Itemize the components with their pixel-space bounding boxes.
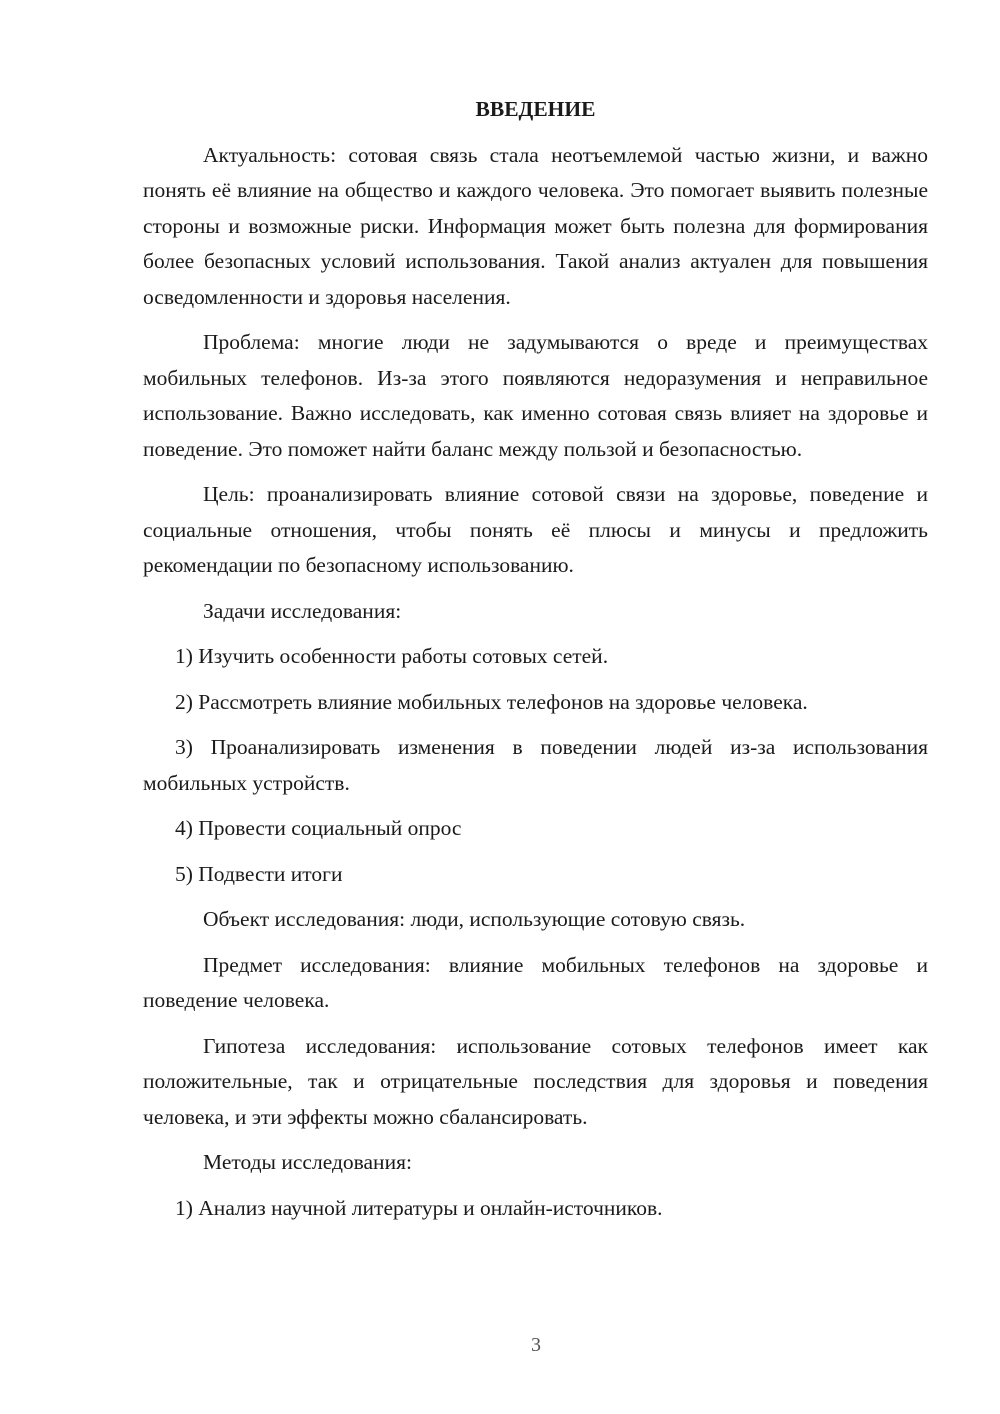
task-item-5: 5) Подвести итоги — [175, 861, 343, 886]
section-title: ВВЕДЕНИЕ — [475, 97, 596, 121]
tasks-heading: Задачи исследования: — [203, 598, 402, 623]
page-number: 3 — [531, 1334, 541, 1356]
goal-paragraph: Цель: проанализировать влияние сотовой связи на здоровье, поведение и социальные отношения, чтобы понять её плюсы и минусы и предложить рекомендации по безопасному использованию. — [143, 482, 928, 577]
relevance-paragraph: Актуальность: сотовая связь стала неотъемлемой частью жизни, и важно понять её влияние на общество и каждого человека. Это помогает выявить полезные стороны и возможные риски. Информация может быть полезна для формирования более безопасных условий использования. Такой анализ актуален для повышения осведомленности и здоровья населения. — [143, 142, 928, 309]
task-item-1: 1) Изучить особенности работы сотовых сетей. — [175, 644, 609, 668]
task-item-2: 2) Рассмотреть влияние мобильных телефонов на здоровье человека. — [175, 689, 808, 714]
hypothesis-paragraph: Гипотеза исследования: использование сотовых телефонов имеет как положительные, так и отрицательные последствия для здоровья и поведения человека, и эти эффекты можно сбалансировать. — [143, 1033, 928, 1129]
object-paragraph: Объект исследования: люди, использующие сотовую связь. — [203, 907, 746, 931]
page-content — [143, 92, 928, 1236]
subject-paragraph: Предмет исследования: влияние мобильных телефонов на здоровье и поведение человека. — [143, 952, 928, 1012]
method-item-1: 1) Анализ научной литературы и онлайн-источников. — [175, 1195, 663, 1220]
task-item-3: 3) Проанализировать изменения в поведении людей из-за использования мобильных устройств. — [143, 735, 928, 795]
task-item-4: 4) Провести социальный опрос — [175, 816, 462, 840]
methods-heading: Методы исследования: — [203, 1150, 412, 1174]
problem-paragraph: Проблема: многие люди не задумываются о вреде и преимуществах мобильных телефонов. Из-за этого появляются недоразумения и неправильное использование. Важно исследовать, как именно сотовая связь влияет на здоровье и поведение. Это поможет найти баланс между пользой и безопасностью. — [143, 330, 928, 461]
